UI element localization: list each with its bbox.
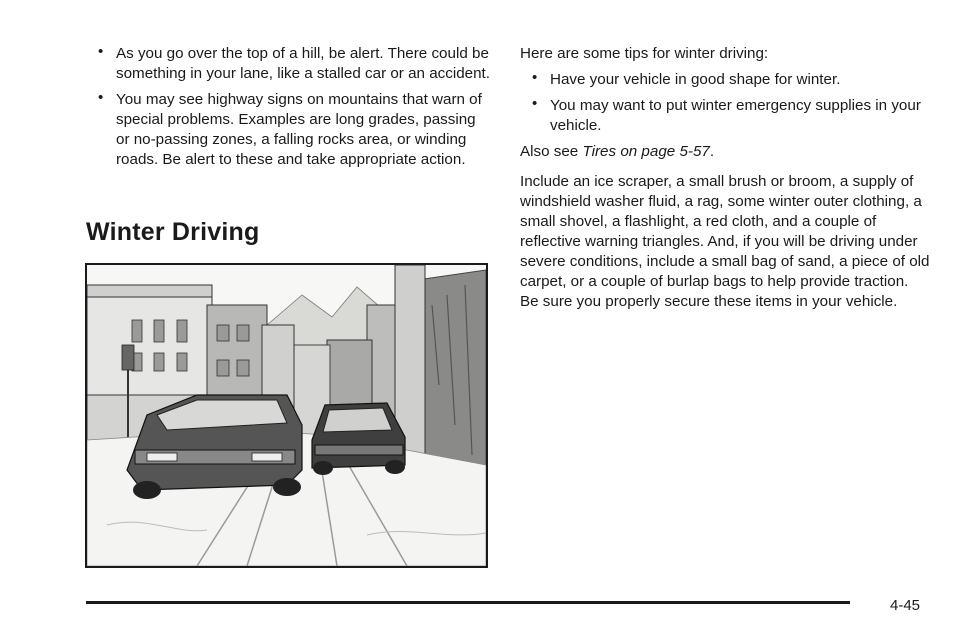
bullet-dot: • bbox=[98, 89, 104, 106]
bullet-text: You may see highway signs on mountains that warn of special problems. Examples are long grades, passing or no-passing zones, a falling rocks area, or winding roads. Be alert to these and take appropriate action. bbox=[116, 91, 482, 168]
footer-rule bbox=[86, 601, 850, 604]
right-column bbox=[520, 44, 930, 312]
section-title: Winter Driving bbox=[86, 218, 260, 246]
tires-reference-link[interactable]: Tires on page 5-57 bbox=[582, 143, 710, 160]
bullet-text: Have your vehicle in good shape for winter. bbox=[550, 71, 841, 88]
winter-driving-illustration bbox=[85, 263, 488, 568]
also-see-suffix: . bbox=[709, 143, 715, 160]
supplies-paragraph: Include an ice scraper, a small brush or broom, a supply of windshield washer fluid, a rag, some winter outer clothing, a small shovel, a flashlight, a red cloth, and a couple of reflective warning triangles. And, if you will be driving under severe conditions, include a small bag of sand, a piece of old carpet, or a couple of burlap bags to help provide traction. Be sure you properly secure these items in your vehicle. bbox=[520, 173, 930, 310]
bullet-text: As you go over the top of a hill, be alert. There could be something in your lane, like a stalled car or an accident. bbox=[116, 45, 490, 82]
bullet-hill bbox=[86, 44, 490, 84]
bullet-text: You may want to put winter emergency supplies in your vehicle. bbox=[550, 97, 921, 134]
snowy-street-drawing bbox=[87, 265, 486, 566]
bullet-dot: • bbox=[98, 43, 104, 60]
tips-intro: Here are some tips for winter driving: bbox=[520, 45, 769, 62]
bullet-vehicle-shape bbox=[520, 70, 930, 90]
bullet-dot: • bbox=[532, 69, 538, 86]
bullet-dot: • bbox=[532, 95, 538, 112]
left-column bbox=[86, 44, 490, 170]
page-number: 4-45 bbox=[890, 597, 921, 614]
also-see-prefix: Also see bbox=[520, 143, 583, 160]
bullet-signs bbox=[86, 90, 490, 170]
bullet-emergency-supplies bbox=[520, 96, 930, 136]
also-see-line bbox=[520, 142, 930, 162]
